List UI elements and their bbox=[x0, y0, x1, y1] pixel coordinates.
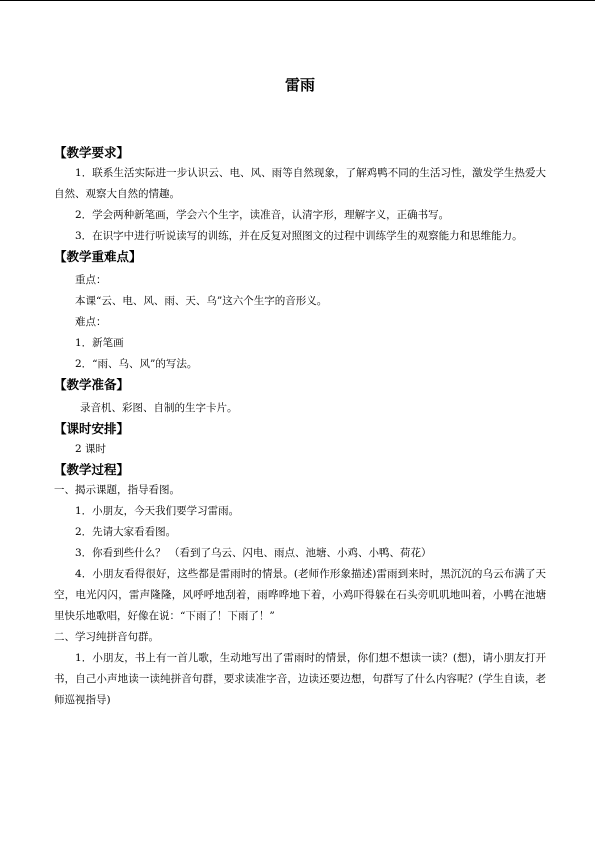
difficulty-item-1: 1．新笔画 bbox=[75, 337, 124, 349]
difficulty-item-2: 2．“雨、乌、风”的写法。 bbox=[75, 358, 198, 370]
document-title: 雷雨 bbox=[284, 76, 315, 94]
requirement-item-1: 1．联系生活实际进一步认识云、电、风、雨等自然现象，了解鸡鸭不同的生活习性，激发学生热爱大自然、观察大自然的情趣。 bbox=[54, 167, 546, 200]
section-heading-process: 【教学过程】 bbox=[54, 462, 130, 477]
schedule-text: 2 课时 bbox=[75, 443, 107, 455]
process-step-1-item-2: 2．先请大家看看图。 bbox=[75, 526, 177, 538]
process-step-2-item-1: 1．小朋友，书上有一首儿歌，生动地写出了雷雨时的情景，你们想不想读一读？(想)，请小朋友打开书，自己小声地读一读纯拼音句群，要求读准字音，边读还要边想，句群写了什么内容呢？(学生自读，老师巡视指导) bbox=[54, 652, 546, 706]
preparation-text: 录音机、彩图、自制的生字卡片。 bbox=[80, 402, 238, 414]
requirement-item-2: 2．学会两种新笔画，学会六个生字，读准音，认清字形，理解字义，正确书写。 bbox=[75, 209, 450, 221]
focus-text: 本课“云、电、风、雨、天、乌”这六个生字的音形义。 bbox=[75, 295, 328, 307]
process-step-2-title: 二、学习纯拼音句群。 bbox=[54, 631, 159, 643]
process-step-1-item-4: 4．小朋友看得很好，这些都是雷雨时的情景。(老师作形象描述)雷雨到来时，黑沉沉的乌云布满了天空，电光闪闪，雷声隆隆，风呼呼地刮着，雨哗哗地下着，小鸡吓得躲在石头旁叽叽地叫着，小鸭在池塘里快乐地歌唱，好像在说：“下雨了！下雨了！” bbox=[54, 568, 546, 622]
section-heading-requirements: 【教学要求】 bbox=[54, 145, 130, 160]
section-heading-preparation: 【教学准备】 bbox=[54, 377, 130, 392]
focus-label: 重点： bbox=[75, 274, 107, 286]
process-step-1-item-1: 1．小朋友，今天我们要学习雷雨。 bbox=[75, 505, 240, 517]
top-rule bbox=[0, 0, 595, 1]
section-heading-key-points: 【教学重难点】 bbox=[54, 249, 142, 264]
difficulty-label: 难点： bbox=[75, 316, 107, 328]
process-step-1-item-3: 3．你看到些什么？ （看到了乌云、闪电、雨点、池塘、小鸡、小鸭、荷花） bbox=[75, 547, 432, 559]
document-body bbox=[54, 143, 546, 711]
section-heading-schedule: 【课时安排】 bbox=[54, 421, 130, 436]
process-step-1-title: 一、揭示课题，指导看图。 bbox=[54, 484, 180, 496]
requirement-item-3: 3．在识字中进行听说读写的训练，并在反复对照图文的过程中训练学生的观察能力和思维能力。 bbox=[75, 230, 523, 242]
